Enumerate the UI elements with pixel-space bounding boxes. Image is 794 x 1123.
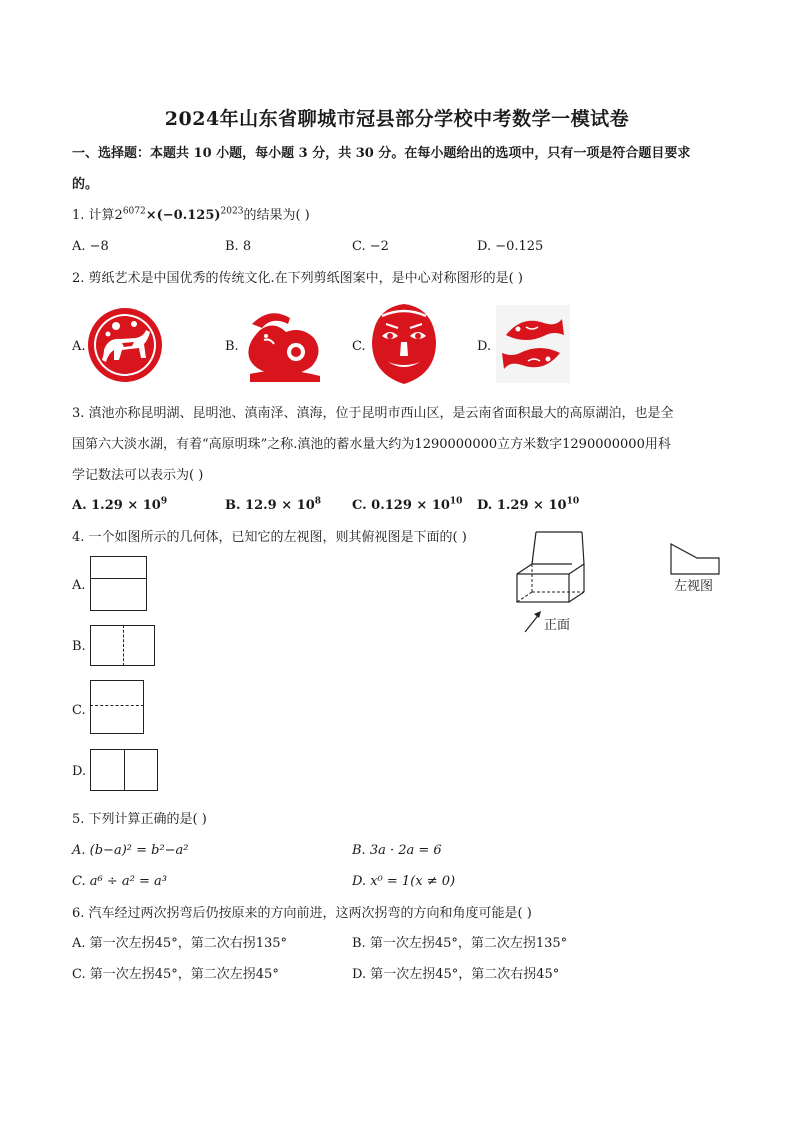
q4-left-view-figure xyxy=(669,542,721,578)
q4-option-a-divider xyxy=(90,578,147,579)
q6-option-d: D. 第一次左拐45°，第二次右拐45° xyxy=(352,967,560,982)
q2-label-b: B. xyxy=(225,339,239,354)
q5-option-d: D. x⁰ = 1(x ≠ 0) xyxy=(352,874,456,889)
q3-option-b-exp: 8 xyxy=(314,496,322,507)
question-6-stem: 6. 汽车经过两次拐弯后仍按原来的方向前进，这两次拐弯的方向和角度可能是( ) xyxy=(72,906,532,921)
q6-option-a: A. 第一次左拐45°，第二次右拐135° xyxy=(72,936,288,951)
q1-option-b: B. 8 xyxy=(225,239,252,254)
question-4-stem: 4. 一个如图所示的几何体，已知它的左视图，则其俯视图是下面的( ) xyxy=(72,530,467,545)
question-1-stem xyxy=(72,207,310,225)
q1-exponent-2: 2023 xyxy=(220,206,244,217)
q3-option-a xyxy=(72,497,167,515)
q3-option-d xyxy=(477,497,579,515)
q6-option-c: C. 第一次左拐45°，第二次左拐45° xyxy=(72,967,279,982)
opera-mask-papercut-image xyxy=(368,302,440,386)
q4-label-b: B. xyxy=(72,639,86,654)
q4-label-d: D. xyxy=(72,764,87,779)
page-title: 2024年山东省聊城市冠县部分学校中考数学一模试卷 xyxy=(164,108,630,130)
q4-option-b-dashed-divider xyxy=(123,625,124,666)
q1-base: 2 xyxy=(114,208,123,223)
q1-middle: ×(−0.125) xyxy=(145,208,221,223)
q3-option-d-exp: 10 xyxy=(566,496,580,507)
ox-papercut-image xyxy=(86,306,164,384)
q4-option-c-dashed-divider xyxy=(90,705,144,706)
q3-option-c-exp: 10 xyxy=(449,496,463,507)
q6-option-b: B. 第一次左拐45°，第二次左拐135° xyxy=(352,936,568,951)
fish-papercut-image xyxy=(496,305,570,383)
q2-label-d: D. xyxy=(477,339,492,354)
q3-line1: 3. 滇池亦称昆明湖、昆明池、滇南泽、滇海，位于昆明市西山区，是云南省面积最大的高原湖泊，也是全 xyxy=(72,406,674,421)
q3-option-c-text: C. 0.129 × 10 xyxy=(352,498,450,513)
q4-label-a: A. xyxy=(72,578,86,593)
q5-option-c: C. a⁶ ÷ a² = a³ xyxy=(72,874,167,889)
q4-label-c: C. xyxy=(72,703,86,718)
q4-option-a-figure xyxy=(90,556,147,611)
q4-option-c-figure xyxy=(90,680,144,734)
q1-stem-post: 的结果为( ) xyxy=(243,208,310,223)
q3-line2: 国第六大淡水湖，有着“高原明珠”之称.滇池的蓄水量大约为1290000000立方米数字1290000000用科 xyxy=(72,437,671,452)
q4-left-view-label: 左视图 xyxy=(674,579,714,594)
q1-option-c: C. −2 xyxy=(352,239,389,254)
q1-option-a: A. −8 xyxy=(72,239,109,254)
rabbit-papercut-image xyxy=(240,304,328,384)
q2-label-a: A. xyxy=(72,339,86,354)
front-direction-arrow-icon xyxy=(522,608,544,634)
q5-option-a: A. (b−a)² = b²−a² xyxy=(72,843,189,858)
q3-option-d-text: D. 1.29 × 10 xyxy=(477,498,567,513)
q3-option-a-exp: 9 xyxy=(160,496,168,507)
q1-option-d: D. −0.125 xyxy=(477,239,544,254)
q3-option-b-text: B. 12.9 × 10 xyxy=(225,498,315,513)
question-5-stem: 5. 下列计算正确的是( ) xyxy=(72,812,207,827)
question-2-stem: 2. 剪纸艺术是中国优秀的传统文化.在下列剪纸图案中，是中心对称图形的是( ) xyxy=(72,271,523,286)
q4-front-label: 正面 xyxy=(544,618,571,633)
section-heading-line1: 一、选择题：本题共 10 小题，每小题 3 分，共 30 分。在每小题给出的选项中，只有一项是符合题目要求 xyxy=(72,146,691,161)
q4-option-d-divider xyxy=(124,749,125,791)
q2-label-c: C. xyxy=(352,339,366,354)
q4-solid-figure xyxy=(510,528,590,608)
q3-option-b xyxy=(225,497,321,515)
q5-option-b: B. 3a · 2a = 6 xyxy=(352,843,442,858)
q1-exponent-1: 6072 xyxy=(122,206,146,217)
q3-line3: 学记数法可以表示为( ) xyxy=(72,468,204,483)
q1-stem-pre: 1. 计算 xyxy=(72,208,115,223)
section-heading-line2: 的。 xyxy=(72,177,99,192)
q3-option-a-text: A. 1.29 × 10 xyxy=(72,498,161,513)
q3-option-c xyxy=(352,497,462,515)
